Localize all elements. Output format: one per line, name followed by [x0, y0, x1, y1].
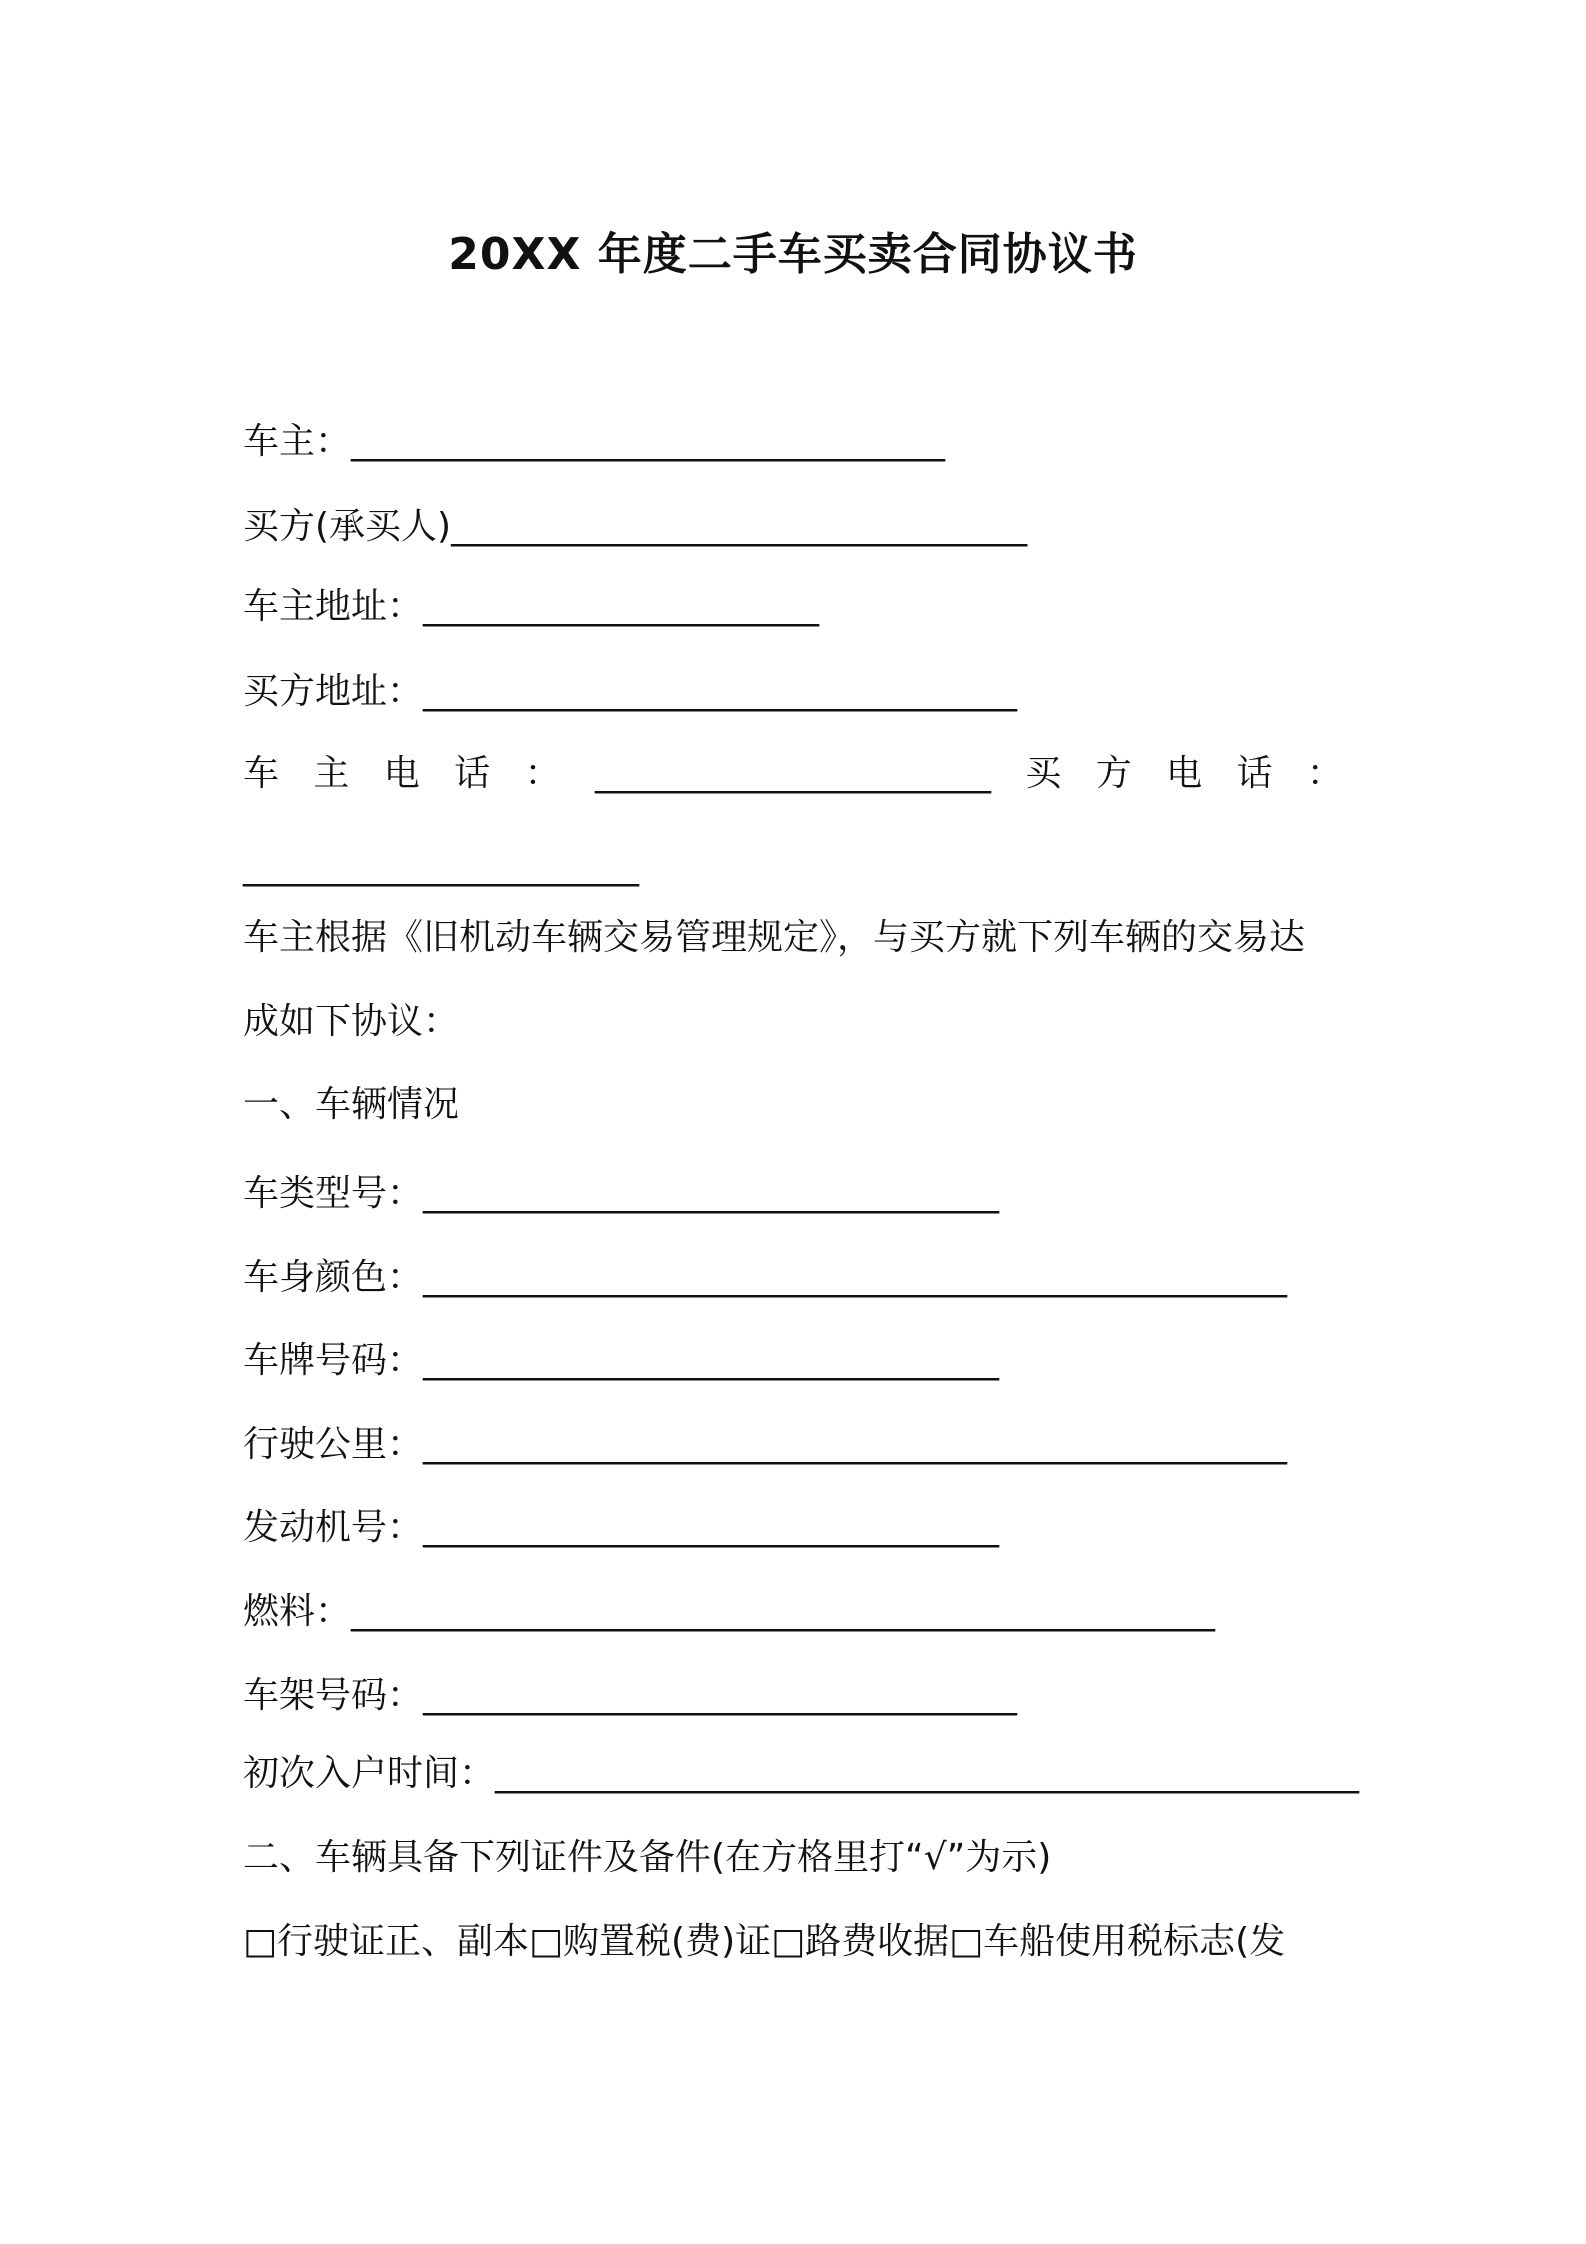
frame-line: 车架号码：_________________________________ — [243, 1675, 1018, 1716]
buyer-phone-char-1: 买 — [1025, 753, 1062, 794]
section-vehicle-heading: 一、车辆情况 — [243, 1084, 460, 1125]
buyer-phone-char-5: ： — [1306, 753, 1343, 794]
owner-phone-char-3: 电 — [383, 753, 420, 794]
buyer-phone-char-3: 电 — [1166, 753, 1203, 794]
fuel-line: 燃料：________________________________________________ — [243, 1591, 1216, 1632]
buyer-address-line: 买方地址：_________________________________ — [243, 671, 1018, 712]
intro-line-1: 车主根据《旧机动车辆交易管理规定》，与买方就下列车辆的交易达 — [243, 917, 1306, 958]
buyer-line: 买方(承买人)________________________________ — [243, 506, 1028, 547]
color-line: 车身颜色：________________________________________________ — [243, 1257, 1288, 1298]
owner-phone-char-1: 车 — [243, 753, 280, 794]
owner-phone-char-4: 话 — [454, 753, 491, 794]
engine-line: 发动机号：________________________________ — [243, 1507, 1000, 1548]
owner-phone-char-5: ： — [524, 753, 561, 794]
owner-line: 车主：_________________________________ — [243, 421, 946, 462]
owner-address-line: 车主地址：______________________ — [243, 586, 820, 627]
buyer-phone-char-2: 方 — [1095, 753, 1132, 794]
documents-checklist-line: □行驶证正、副本□购置税(费)证□路费收据□车船使用税标志(发 — [243, 1921, 1286, 1962]
document-title: 20XX 年度二手车买卖合同协议书 — [448, 229, 1138, 280]
owner-phone-char-2: 主 — [313, 753, 350, 794]
intro-line-2: 成如下协议： — [243, 1001, 460, 1042]
plate-line: 车牌号码：________________________________ — [243, 1340, 1000, 1381]
model-line: 车类型号：________________________________ — [243, 1173, 1000, 1214]
owner-phone-underline: ______________________ — [594, 753, 991, 794]
first-registration-line: 初次入户时间：________________________________________________ — [243, 1753, 1360, 1794]
mileage-line: 行驶公里：________________________________________________ — [243, 1424, 1288, 1465]
buyer-phone-underline: ______________________ — [243, 846, 639, 887]
buyer-phone-char-4: 话 — [1236, 753, 1273, 794]
phone-row — [243, 752, 1343, 796]
section-documents-heading: 二、车辆具备下列证件及备件(在方格里打“√”为示) — [243, 1837, 1052, 1878]
